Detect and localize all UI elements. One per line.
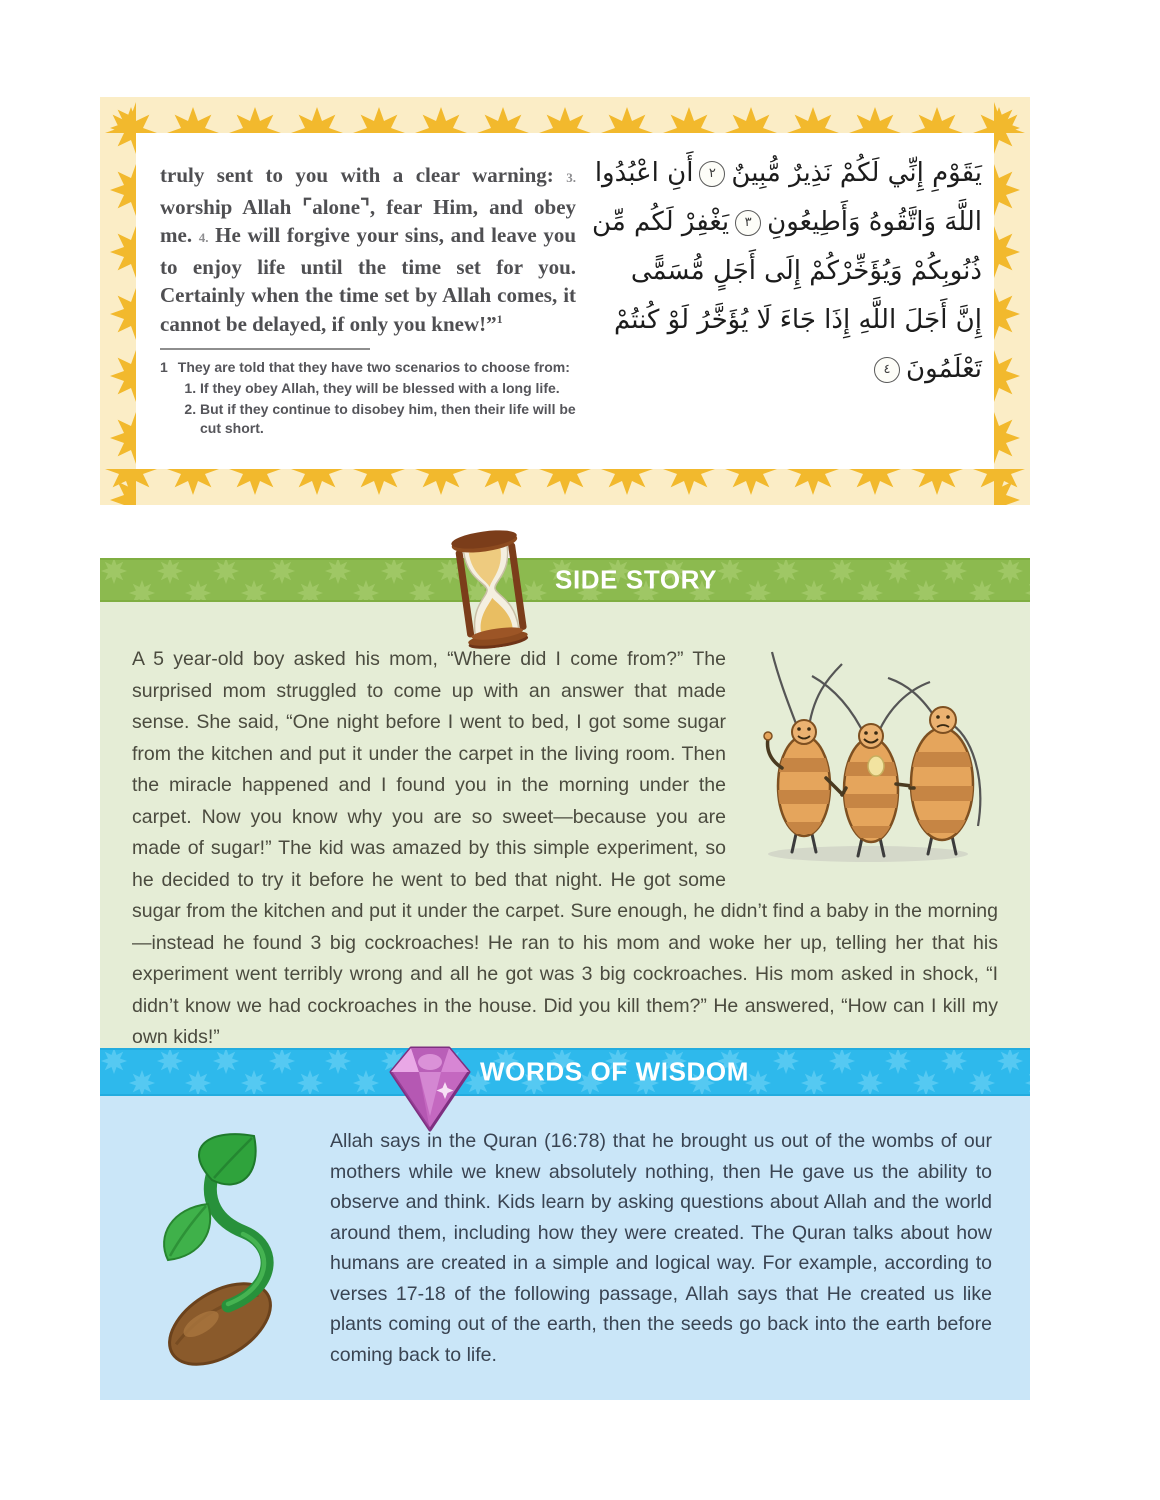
words-of-wisdom-section bbox=[100, 1048, 1030, 1400]
ayah-marker: ٤ bbox=[874, 357, 900, 383]
arabic-text: ذُنُوبِكُمْ وَيُؤَخِّرْكُمْ إِلَى أَجَلٍ مُّسَمًّى bbox=[630, 256, 982, 286]
star-border-left bbox=[100, 97, 136, 505]
quran-quote-box bbox=[100, 97, 1030, 505]
ayah-marker: ٢ bbox=[699, 161, 725, 187]
arabic-line bbox=[592, 345, 982, 394]
side-story-section bbox=[100, 558, 1030, 1084]
footnote-item: 1. If they obey Allah, they will be blessed with a long life. bbox=[200, 379, 576, 398]
words-of-wisdom-body bbox=[100, 1096, 1030, 1400]
arabic-verse-column bbox=[586, 133, 994, 469]
verse-3-number: 3. bbox=[566, 170, 577, 185]
translation-seg1: truly sent to you with a clear warning: bbox=[160, 163, 567, 187]
arabic-line bbox=[592, 198, 982, 247]
cockroaches-illustration bbox=[746, 638, 998, 870]
words-of-wisdom-header bbox=[100, 1048, 1030, 1096]
arabic-line bbox=[592, 296, 982, 345]
footnote-reference: 1 bbox=[496, 311, 503, 326]
translation-seg2: worship Allah ⌜alone⌝, fear Him, and obey me. bbox=[160, 194, 577, 247]
words-of-wisdom-title: WORDS OF WISDOM bbox=[480, 1056, 749, 1087]
arabic-text: تَعْلَمُونَ bbox=[906, 354, 982, 384]
translation-column bbox=[136, 133, 586, 469]
verse-4-number: 4. bbox=[198, 230, 209, 245]
side-story-title: SIDE STORY bbox=[555, 564, 718, 595]
arabic-text: يَغْفِرْ لَكُم مِّن bbox=[592, 207, 730, 237]
footnote-list bbox=[160, 379, 576, 438]
footnote-block bbox=[160, 348, 576, 438]
footnote-intro-line bbox=[160, 358, 576, 377]
side-story-paragraph: A 5 year-old boy asked his mom, “Where did I come from?” The surprised mom struggled to come up with an answer that made sense. She said, “One night before I went to bed, I got some sugar from the kitchen and put it under the carpet in the living room. Then the miracle happened and I found you in the morning under the carpet. Now you know why you are so sweet—because you are made of sugar!” The kid was amazed by this simple experiment, so he decided to try it before he went to bed that night. He got some sugar from the kitchen and put it under the carpet. Sure enough, he didn’t find a baby in the morning—instead he found 3 big cockroaches! He ran to his mom and woke her up, telling her that his experiment went terribly wrong and all he got was 3 big cockroaches. His mom asked in shock, “I didn’t know we had cockroaches in the house. Did you kill them?” He answered, “How can I kill my own kids!” bbox=[132, 648, 998, 1048]
translation-paragraph bbox=[160, 161, 576, 338]
ayah-marker: ٣ bbox=[735, 210, 761, 236]
footnote-intro: They are told that they have two scenarios to choose from: bbox=[177, 359, 570, 375]
gem-icon bbox=[383, 1038, 477, 1138]
arabic-text: أَنِ اعْبُدُوا bbox=[594, 158, 694, 188]
sprouting-seed-icon bbox=[128, 1128, 300, 1370]
arabic-text: يَقَوْمِ إِنِّي لَكُمْ نَذِيرٌ مُّبِينٌ bbox=[731, 158, 982, 188]
star-border-bottom bbox=[100, 469, 1030, 505]
seedling-illustration bbox=[128, 1128, 300, 1370]
side-story-body bbox=[100, 602, 1030, 1084]
arabic-text: اللَّهَ وَاتَّقُوهُ وَأَطِيعُونِ bbox=[767, 207, 982, 237]
translation-seg3: He will forgive your sins, and leave you to enjoy life until the time set for you. Certainly when the time set by Allah comes, it cannot be delayed, if only you knew!” bbox=[160, 223, 577, 336]
arabic-text: إِنَّ أَجَلَ اللَّهِ إِذَا جَاءَ لَا يُؤَخَّرُ لَوْ كُنتُمْ bbox=[614, 305, 982, 335]
quote-inner bbox=[136, 133, 994, 469]
star-border-top bbox=[100, 97, 1030, 133]
star-border-right bbox=[994, 97, 1030, 505]
footnote-divider bbox=[160, 348, 370, 350]
footnote-marker: 1 bbox=[160, 359, 168, 375]
words-of-wisdom-paragraph: Allah says in the Quran (16:78) that he brought us out of the wombs of our mothers while we knew absolutely nothing, then He gave us the ability to observe and think. Kids learn by asking questions about Allah and the world around them, including how they were created. The Quran talks about how humans are created in a simple and logical way. For example, according to verses 17-18 of the following passage, Allah says that He created us like plants coming out of the earth, then the seeds go back into the earth before coming back to life. bbox=[330, 1130, 992, 1366]
cockroach-trio-icon bbox=[746, 638, 998, 870]
arabic-line bbox=[592, 149, 982, 198]
hourglass-icon bbox=[437, 524, 545, 654]
footnote-item: 2. But if they continue to disobey him, then their life will be cut short. bbox=[200, 400, 576, 438]
side-story-header bbox=[100, 558, 1030, 602]
arabic-line bbox=[592, 247, 982, 296]
